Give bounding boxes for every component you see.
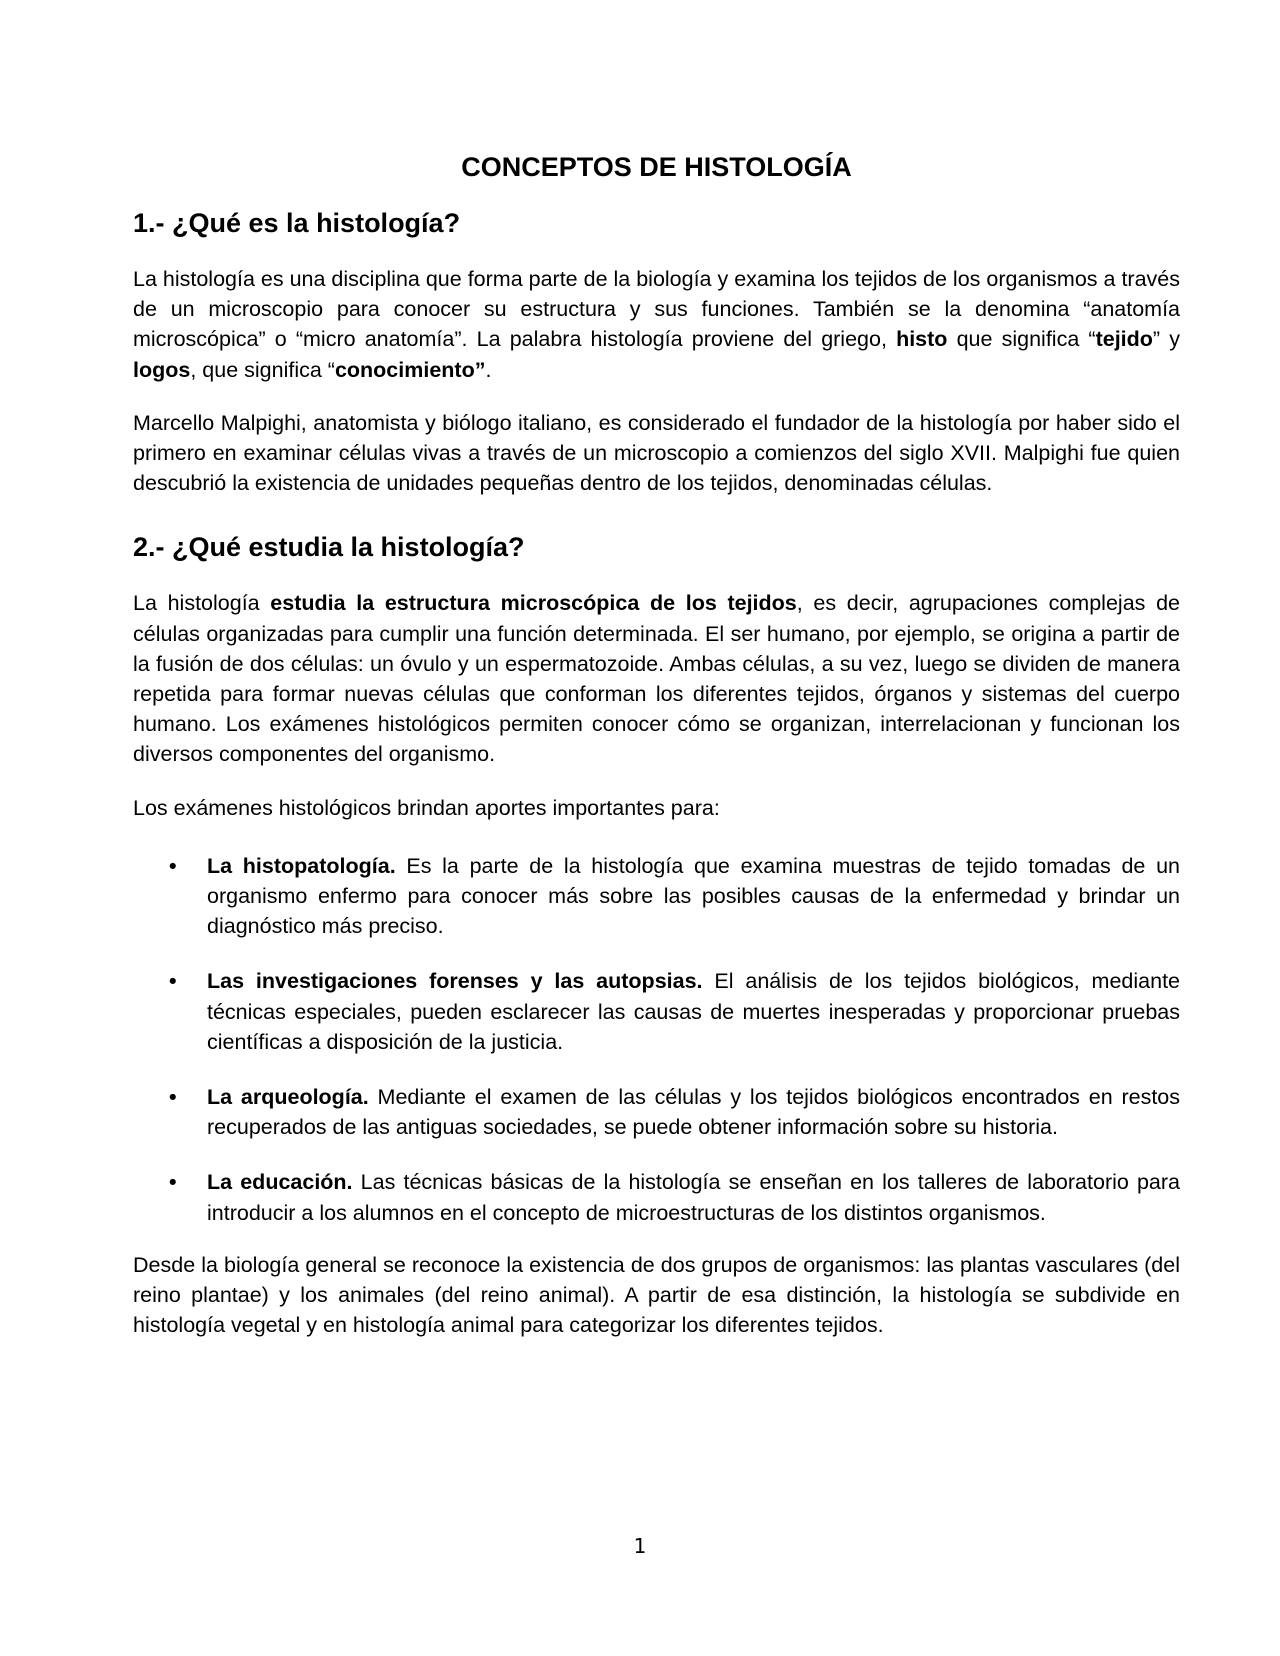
list-item-title: Las investigaciones forenses y las autopsias. (207, 969, 703, 994)
section-2-heading: 2.- ¿Qué estudia la histología? (133, 532, 525, 563)
list-item (133, 1082, 1180, 1142)
section-2-closing: Desde la biología general se reconoce la existencia de dos grupos de organismos: las plantas vasculares (del reino plantae) y los animales (del reino animal). A partir de esa distinción, la histología se subdivide en histología vegetal y en histología animal para categorizar los diferentes tejidos. (133, 1252, 1180, 1338)
bold-phrase: estudia la estructura microscópica de los tejidos (270, 591, 797, 616)
list-item (133, 966, 1180, 1057)
bullet-icon: • (169, 1170, 177, 1195)
list-item-text: Es la parte de la histología que examina muestras de tejido tomadas de un organismo enfermo para conocer más sobre las posibles causas de la enfermedad y brindar un diagnóstico más preciso. (207, 853, 1180, 939)
list-item-title: La educación. (207, 1170, 353, 1195)
text-run: . (485, 357, 492, 382)
section-1-heading: 1.- ¿Qué es la histología? (133, 208, 461, 238)
list-item-title: La arqueología. (207, 1085, 369, 1110)
bullet-icon: • (169, 1085, 177, 1110)
document-page (133, 150, 1180, 1363)
section-2-intro: Los exámenes histológicos brindan aportes importantes para: (133, 795, 720, 820)
bold-term-logos: logos (133, 357, 191, 382)
list-item-text: Mediante el examen de las células y los tejidos biológicos encontrados en restos recuperados de las antiguas sociedades, se puede obtener información sobre su historia. (207, 1085, 1180, 1140)
contributions-list (133, 851, 1180, 1228)
bold-term-conocimiento: conocimiento” (334, 357, 486, 382)
text-run: La histología (133, 591, 271, 616)
section-2-paragraph-1 (133, 588, 1180, 769)
section-1-paragraph-1 (133, 264, 1180, 385)
bullet-icon: • (169, 969, 177, 994)
bullet-icon: • (169, 853, 177, 878)
list-item-text: El análisis de los tejidos biológicos, mediante técnicas especiales, pueden esclarecer las causas de muertes inesperadas y proporcionar pruebas científicas a disposición de la justicia. (207, 969, 1181, 1054)
page-number: 1 (633, 1534, 647, 1558)
list-item (133, 1167, 1180, 1227)
bold-term-histo: histo (896, 327, 948, 352)
text-run: ” y (1152, 327, 1180, 352)
text-run: , que significa “ (190, 357, 335, 382)
list-item (133, 851, 1180, 942)
text-run: , es decir, agrupaciones complejas de células organizadas para cumplir una función determinada. El ser humano, por ejemplo, se origina a partir de la fusión de dos células: un óvulo y un espermatozoide. Ambas células, a su vez, luego se dividen de manera repetida para formar nuevas células que conforman los diferentes tejidos, órganos y sistemas del cuerpo humano. Los exámenes histológicos permiten conocer cómo se organizan, interrelacionan y funcionan los diversos componentes del organismo. (133, 591, 1180, 767)
list-item-text: Las técnicas básicas de la histología se enseñan en los talleres de laboratorio para introducir a los alumnos en el concepto de microestructuras de los distintos organismos. (207, 1170, 1180, 1225)
section-1-paragraph-2: Marcello Malpighi, anatomista y biólogo italiano, es considerado el fundador de la histología por haber sido el primero en examinar células vivas a través de un microscopio a comienzos del siglo XVII. Malpighi fue quien descubrió la existencia de unidades pequeñas dentro de los tejidos, denominadas células. (133, 410, 1180, 496)
bold-term-tejido: tejido (1095, 327, 1153, 352)
list-item-title: La histopatología. (207, 853, 396, 878)
text-run: que significa “ (947, 327, 1096, 352)
document-title: CONCEPTOS DE HISTOLOGÍA (461, 152, 852, 182)
text-run: La histología es una disciplina que forma parte de la biología y examina los tejidos de los organismos a través de un microscopio para conocer su estructura y sus funciones. También se la denomina “anatomía microscópica” o “micro anatomía”. La palabra histología proviene del griego, (133, 267, 1180, 352)
